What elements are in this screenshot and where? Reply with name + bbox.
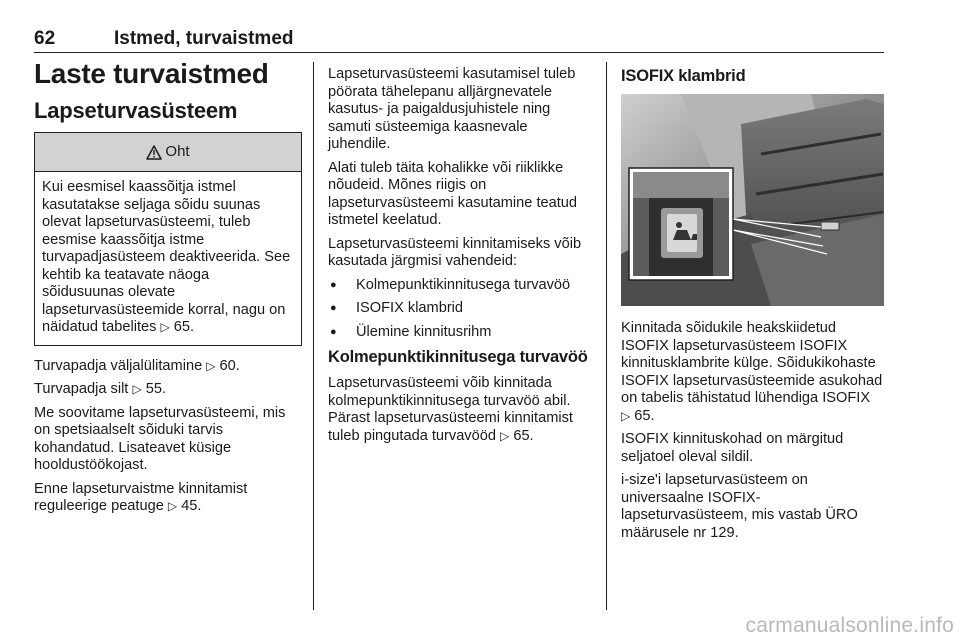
paragraph: Me soovitame lapseturvasüsteemi, mis on spetsiaalselt sõiduki tarvis kohandatud. Lisateavet küsige hooldustöökojast. xyxy=(34,404,286,473)
list-item: ● Ülemine kinnitusrihm xyxy=(328,324,592,342)
paragraph: Alati tuleb täita kohalikke või riiklikke nõudeid. Mõnes riigis on lapseturvasüsteemi kasutamine teatud istmetel keelatud. xyxy=(328,159,578,228)
paragraph-text: Turvapadja silt xyxy=(34,381,129,397)
paragraph xyxy=(621,320,884,425)
attachment-methods-list xyxy=(328,277,592,342)
page-reference-arrow-icon: ▷ xyxy=(160,320,170,334)
page-link[interactable]: 60. xyxy=(219,357,240,374)
page-link[interactable]: 65. xyxy=(634,407,655,424)
running-head: Istmed, turvaistmed xyxy=(114,28,294,49)
danger-notice xyxy=(34,132,302,346)
isofix-seat-illustration xyxy=(621,94,884,306)
column-divider-left xyxy=(313,62,314,610)
paragraph xyxy=(328,375,592,445)
section-subtitle: Lapseturvasüsteem xyxy=(34,98,238,123)
danger-notice-text: Kui eesmisel kaassõitja istmel kasutatakse seljaga sõidu suunas olevat lapseturvasüsteemi, tuleb eesmise kaassõitja istme turvapadjasüsteem deaktiveerida. See kehtib ka teatavate näoga sõidusuunas olevate lapseturvasüsteemide korral, nagu on näidatud tabelites xyxy=(42,179,291,335)
list-item: ● Kolmepunktikinnitusega turvavöö xyxy=(328,277,592,295)
page-link[interactable]: 55. xyxy=(145,381,167,397)
paragraph-text: Turvapadja väljalülitamine xyxy=(34,357,203,374)
page-link[interactable]: 65. xyxy=(513,427,534,444)
list-item: ● ISOFIX klambrid xyxy=(328,300,592,318)
page-header xyxy=(34,26,884,53)
paragraph: ISOFIX kinnituskohad on märgitud seljatoel oleval sildil. xyxy=(621,431,844,465)
page-reference-arrow-icon: ▷ xyxy=(500,428,510,443)
paragraph: Lapseturvasüsteemi kasutamisel tuleb pöörata tähelepanu alljärgnevatele kasutus- ja paigaldusjuhistele ning samuti süsteemiga kaasnevale juhendile. xyxy=(328,66,576,152)
paragraph-text: Kinnitada sõidukile heakskiidetud ISOFIX lapseturvasüsteem ISOFIX kinnitusklambrite külge. Sõidukikohaste ISOFIX lapseturvasüsteemide asukohad on tabelis tähistatud lühendiga ISOFIX xyxy=(621,320,883,406)
column-2 xyxy=(328,66,592,451)
column-3 xyxy=(621,66,884,548)
section-heading: ISOFIX klambrid xyxy=(621,67,746,85)
page-reference-arrow-icon: ▷ xyxy=(167,499,178,513)
page-reference-arrow-icon: ▷ xyxy=(206,358,216,373)
warning-triangle-icon xyxy=(146,145,162,160)
paragraph: Lapseturvasüsteemi kinnitamiseks võib kasutada järgmisi vahendeid: xyxy=(328,235,582,269)
section-title: Laste turvaistmed xyxy=(34,58,269,89)
notice-page-link[interactable]: 65. xyxy=(173,319,195,335)
column-1 xyxy=(34,58,302,522)
danger-notice-label: Oht xyxy=(165,143,190,161)
column-divider-right xyxy=(606,62,607,610)
paragraph xyxy=(34,358,302,376)
paragraph xyxy=(34,481,302,516)
paragraph: i-size'i lapseturvasüsteem on universaalne ISOFIX-lapseturvasüsteem, mis vastab ÜRO määrusele nr 129. xyxy=(621,472,858,541)
danger-notice-header xyxy=(35,133,301,172)
paragraph-text: Enne lapseturvaistme kinnitamist reguleerige peatuge xyxy=(34,480,248,514)
page-reference-arrow-icon: ▷ xyxy=(132,382,142,396)
page-link[interactable]: 45. xyxy=(181,498,202,514)
page-number: 62 xyxy=(34,28,56,49)
paragraph xyxy=(34,381,302,399)
isofix-photo xyxy=(621,94,884,306)
danger-notice-body xyxy=(35,172,301,345)
page-reference-arrow-icon: ▷ xyxy=(621,408,631,423)
paragraph-text: Lapseturvasüsteemi võib kinnitada kolmepunktikinnitusega turvavöö abil. Pärast lapseturvasüsteemi kinnitamist tuleb pingutada turvavööd xyxy=(328,375,573,444)
watermark: carmanualsonline.info xyxy=(745,614,954,637)
section-heading: Kolmepunktikinnitusega turvavöö xyxy=(328,348,588,366)
